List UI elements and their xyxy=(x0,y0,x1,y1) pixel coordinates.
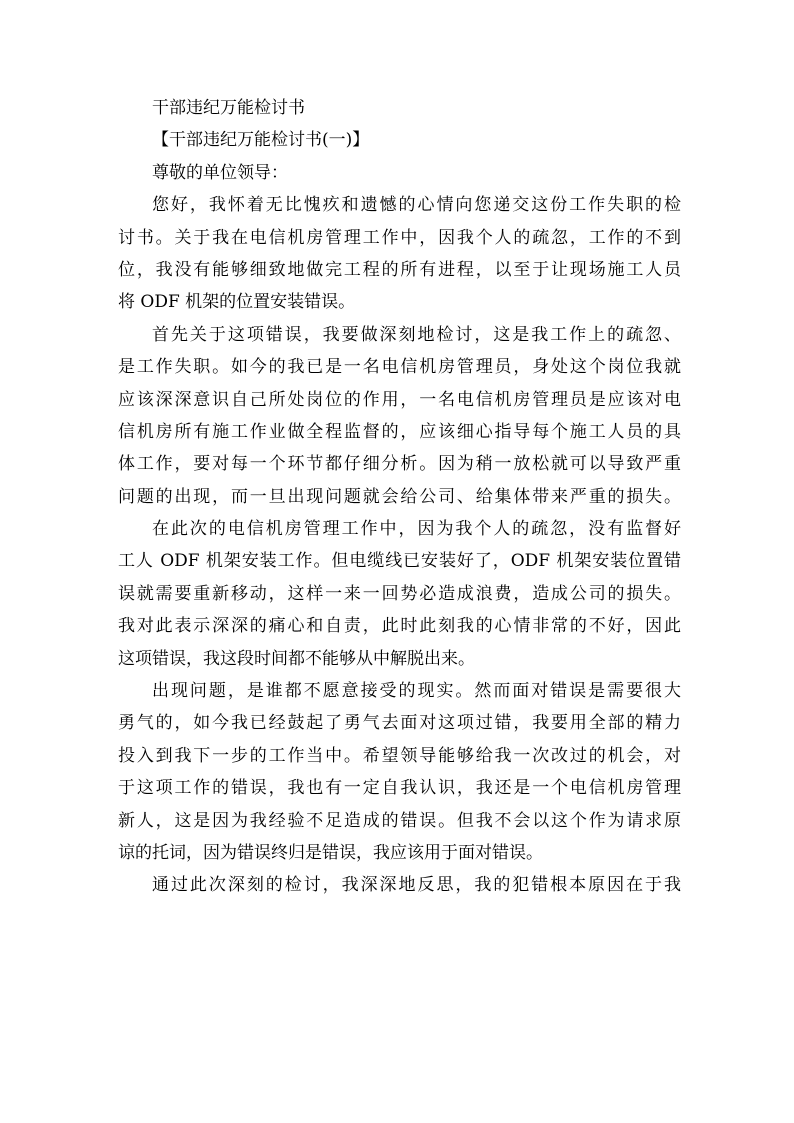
paragraph-line: 将 ODF 机架的位置安装错误。 xyxy=(118,292,356,313)
paragraph-line: 勇气的，如今我已经鼓起了勇气去面对这项过错，我要用全部的精力 xyxy=(118,713,681,734)
paragraph-line: 体工作，要对每一个环节都仔细分析。因为稍一放松就可以导致严重 xyxy=(118,454,681,475)
paragraph-line: 于这项工作的错误，我也有一定自我认识，我还是一个电信机房管理 xyxy=(118,778,681,799)
paragraph-line: 位，我没有能够细致地做完工程的所有进程，以至于让现场施工人员 xyxy=(118,259,681,280)
paragraph-line: 您好，我怀着无比愧疚和遗憾的心情向您递交这份工作失职的检 xyxy=(152,195,681,216)
paragraph-line: 出现问题，是谁都不愿意接受的现实。然而面对错误是需要很大 xyxy=(152,681,681,702)
document-body xyxy=(118,92,681,902)
paragraph-line: 通过此次深刻的检讨，我深深地反思，我的犯错根本原因在于我 xyxy=(152,875,681,896)
paragraph-line: 讨书。关于我在电信机房管理工作中，因我个人的疏忽，工作的不到 xyxy=(118,227,681,248)
paragraph-line: 我对此表示深深的痛心和自责，此时此刻我的心情非常的不好，因此 xyxy=(118,616,681,637)
paragraph-line: 是工作失职。如今的我已是一名电信机房管理员，身处这个岗位我就 xyxy=(118,357,681,378)
paragraph-line: 首先关于这项错误，我要做深刻地检讨，这是我工作上的疏忽、 xyxy=(152,324,681,345)
salutation: 尊敬的单位领导： xyxy=(152,162,288,183)
paragraph-line: 问题的出现，而一旦出现问题就会给公司、给集体带来严重的损失。 xyxy=(118,486,681,507)
paragraph-line: 应该深深意识自己所处岗位的作用，一名电信机房管理员是应该对电 xyxy=(118,389,681,410)
document-subtitle: 【干部违纪万能检讨书(一)】 xyxy=(152,130,370,151)
paragraph-line: 新人，这是因为我经验不足造成的错误。但我不会以这个作为请求原 xyxy=(118,810,681,831)
paragraph-line: 误就需要重新移动，这样一来一回势必造成浪费，造成公司的损失。 xyxy=(118,583,681,604)
paragraph-line: 在此次的电信机房管理工作中，因为我个人的疏忽，没有监督好 xyxy=(152,519,681,540)
paragraph-line: 这项错误，我这段时间都不能够从中解脱出来。 xyxy=(118,648,475,669)
paragraph-line: 谅的托词，因为错误终归是错误，我应该用于面对错误。 xyxy=(118,842,543,863)
paragraph-line: 工人 ODF 机架安装工作。但电缆线已安装好了，ODF 机架安装位置错 xyxy=(118,551,681,572)
paragraph-line: 信机房所有施工作业做全程监督的，应该细心指导每个施工人员的具 xyxy=(118,421,681,442)
document-title: 干部违纪万能检讨书 xyxy=(152,98,305,118)
paragraph-line: 投入到我下一步的工作当中。希望领导能够给我一次改过的机会，对 xyxy=(118,745,681,766)
